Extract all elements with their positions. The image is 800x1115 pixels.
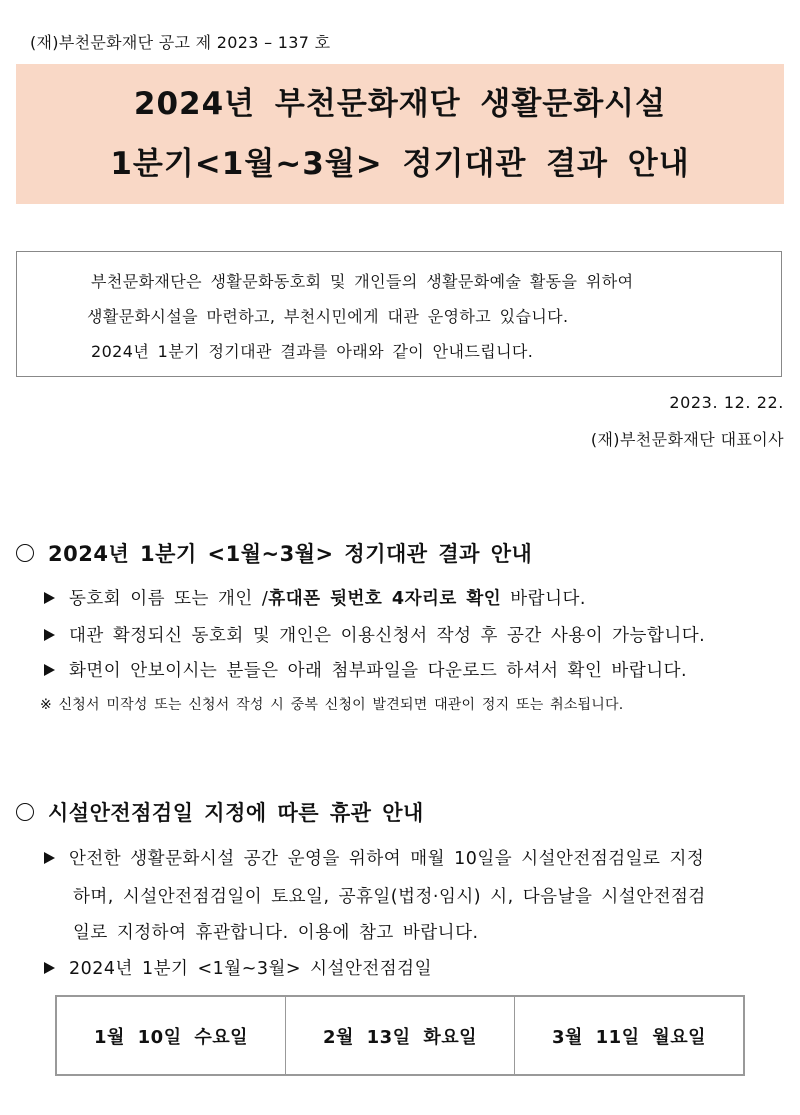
section1-bullet-1-bold: 휴대폰 뒷번호 4자리로 확인	[268, 589, 502, 609]
circle-bullet-icon	[16, 803, 34, 821]
section1-bullet-2	[44, 622, 705, 647]
circle-bullet-icon	[16, 544, 34, 562]
inspection-date-cell: 3월 11일 월요일	[551, 1026, 707, 1048]
issue-date: 2023. 12. 22.	[669, 393, 784, 412]
section1-heading	[16, 538, 532, 568]
section2-bullet-1	[44, 845, 704, 870]
section1-bullet-1-pre: 동호회 이름 또는 개인 /	[69, 589, 269, 609]
section2-bullet-2-text: 2024년 1분기 <1월~3월> 시설안전점검일	[69, 959, 432, 979]
intro-box	[16, 251, 782, 377]
title-line-2: 1분기<1월~3월> 정기대관 결과 안내	[110, 146, 690, 182]
triangle-bullet-icon	[44, 664, 55, 676]
section1-note: ※ 신청서 미작성 또는 신청서 작성 시 중복 신청이 발견되면 대관이 정지 또는 취소됩니다.	[40, 697, 624, 713]
triangle-bullet-icon	[44, 962, 55, 974]
section1-bullet-3	[44, 657, 687, 682]
inspection-dates-table	[55, 995, 745, 1076]
inspection-date-cell: 2월 13일 화요일	[286, 997, 515, 1074]
triangle-bullet-icon	[44, 629, 55, 641]
triangle-bullet-icon	[44, 592, 55, 604]
title-line-1: 2024년 부천문화재단 생활문화시설	[133, 86, 667, 122]
section2-heading	[16, 797, 424, 827]
section1-bullet-2-text: 대관 확정되신 동호회 및 개인은 이용신청서 작성 후 공간 사용이 가능합니다.	[69, 626, 706, 646]
section2-bullet-1-line-2: 하며, 시설안전점검일이 토요일, 공휴일(법정·임시) 시, 다음날을 시설안전점검	[73, 887, 706, 907]
intro-line-1: 부천문화재단은 생활문화동호회 및 개인들의 생활문화예술 활동을 위하여	[91, 272, 634, 291]
section2-heading-text: 시설안전점검일 지정에 따른 휴관 안내	[48, 801, 424, 825]
notice-number: (재)부천문화재단 공고 제 2023 – 137 호	[30, 33, 331, 52]
inspection-date-cell: 1월 10일 수요일	[57, 997, 286, 1074]
section1-bullet-1	[44, 585, 586, 610]
triangle-bullet-icon	[44, 852, 55, 864]
section1-bullet-1-post: 바랍니다.	[501, 589, 586, 609]
section2-bullet-1-line-3: 일로 지정하여 휴관합니다. 이용에 참고 바랍니다.	[73, 923, 479, 943]
section1-bullet-3-text: 화면이 안보이시는 분들은 아래 첨부파일을 다운로드 하셔서 확인 바랍니다.	[69, 661, 688, 681]
section2-bullet-1-line-1: 안전한 생활문화시설 공간 운영을 위하여 매월 10일을 시설안전점검일로 지정	[69, 849, 705, 869]
intro-line-3: 2024년 1분기 정기대관 결과를 아래와 같이 안내드립니다.	[91, 342, 534, 361]
title-banner	[16, 64, 784, 204]
section2-bullet-2	[44, 955, 432, 980]
intro-line-2: 생활문화시설을 마련하고, 부천시민에게 대관 운영하고 있습니다.	[87, 307, 569, 326]
section1-heading-text: 2024년 1분기 <1월~3월> 정기대관 결과 안내	[48, 542, 533, 566]
issuer-signature: (재)부천문화재단 대표이사	[590, 430, 784, 449]
